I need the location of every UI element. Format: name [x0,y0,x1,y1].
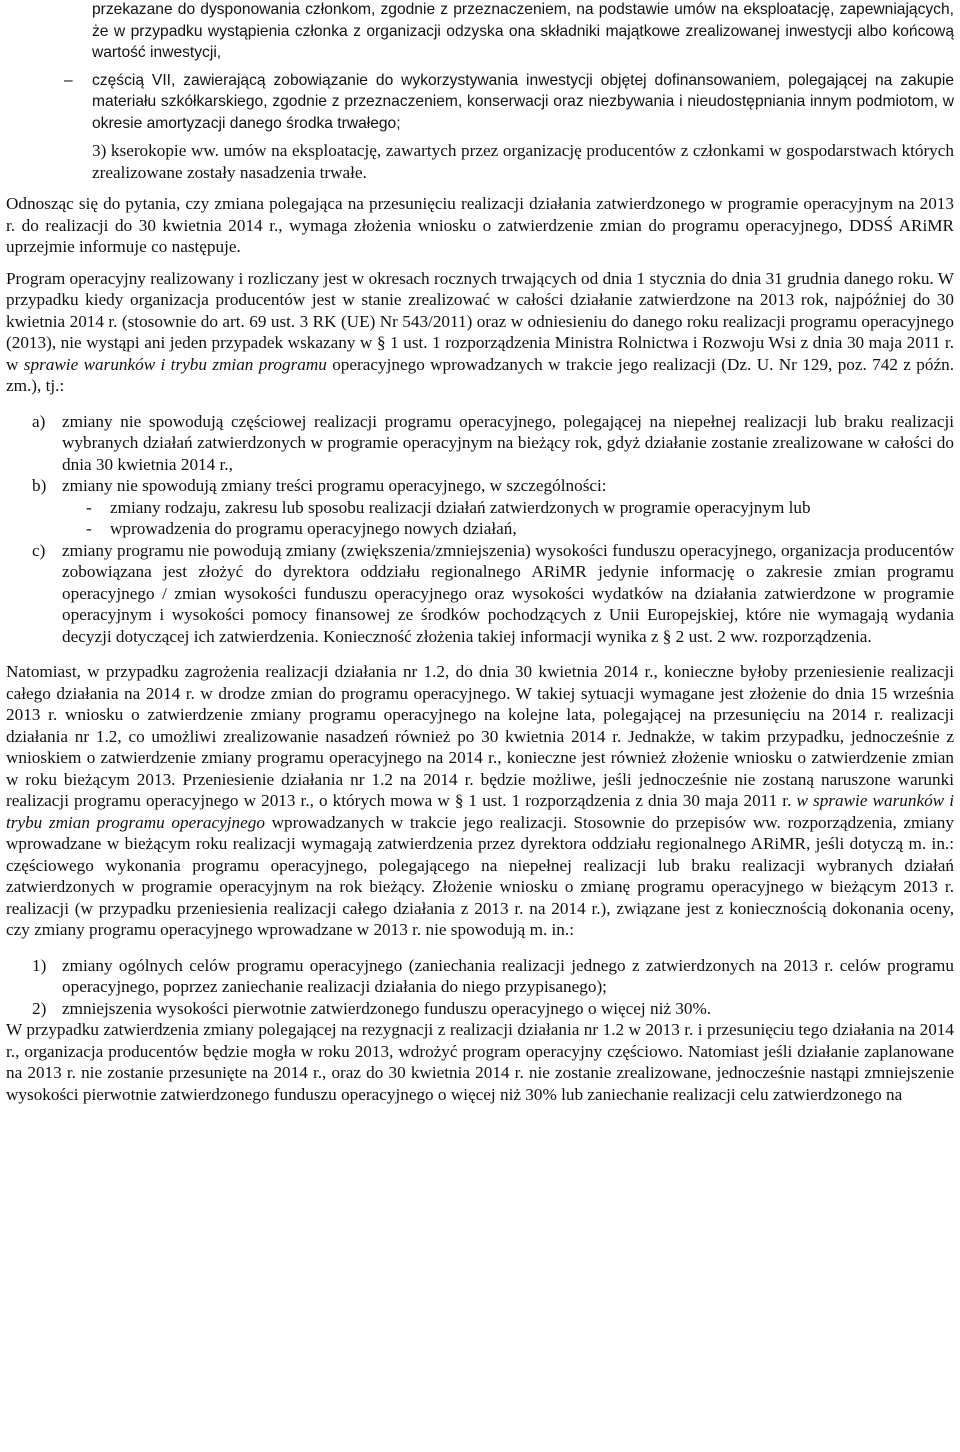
numbered-item-1 [6,955,954,998]
paragraph-program-text: Program operacyjny realizowany i rozliczany jest w okresach rocznych trwających od dnia 1 stycznia do dnia 31 grudnia danego roku. W przypadku kiedy organizacja producentów jest w stanie zrealizować w całości działanie zatwierdzone na 2013 rok, najpóźniej do 30 kwietnia 2014 r. (stosownie do art. 69 ust. 3 RK (UE) Nr 543/2011) oraz w odniesieniu do danego roku realizacji programu operacyjnego (2013), nie wystąpi ani jeden przypadek wskazany w § 1 ust. 1 rozporządzenia Ministra Rolnictwa i Rozwoju Wsi z dnia 30 maja 2011 r. w [6,268,954,374]
list-item-b [6,475,954,497]
numbered-marker: 2) [32,998,47,1018]
list-item-c [6,540,954,648]
paragraph-program-text-end: operacyjnego wprowadzanych w trakcie jego realizacji (Dz. U. Nr 129, poz. 742 z późn. zm.), tj.: [6,354,954,395]
paragraph-transfer [6,661,954,941]
numbered-item-text: zmniejszenia wysokości pierwotnie zatwierdzonego funduszu operacyjnego o więcej niż 30%. [62,998,712,1018]
paragraph-program-emphasis: sprawie warunków i trybu zmian programu [23,354,327,374]
document-page [6,0,954,1105]
list-item-text: zmiany nie spowodują częściowej realizacji programu operacyjnego, polegającej na niepełnej realizacji lub braku realizacji wybranych działań zatwierdzonych w programie operacyjnym na bieżący rok, gdyż działanie zostanie zrealizowane w całości do dnia 30 kwietnia 2014 r., [62,411,954,474]
numbered-item-2 [6,998,954,1020]
numbered-list [6,955,954,1020]
list-item-text: zmiany nie spowodują zmiany treści programu operacyjnego, w szczególności: [62,476,607,495]
paragraph-approval: W przypadku zatwierdzenia zmiany polegającej na rezygnacji z realizacji działania nr 1.2 w 2013 r. i przesunięciu tego działania na 2014 r., organizacja producentów będzie mogła w roku 2013, wdrożyć program operacyjny częściowo. Natomiast jeśli działanie zaplanowane na 2013 r. nie zostanie przesunięte na 2014 r., oraz do 30 kwietnia 2014 r. nie zostanie zrealizowane, jednocześnie nastąpi zmniejszenie wysokości pierwotnie zatwierdzonego funduszu operacyjnego o więcej niż 30% lub zaniechanie realizacji celu zatwierdzonego na [6,1020,954,1104]
numbered-marker: 1) [32,955,47,975]
list-item-3 [6,140,954,183]
dash-item-text: częścią VII, zawierającą zobowiązanie do wykorzystywania inwestycji objętej dofinansowaniem, polegającej na zakupie materiału szkółkarskiego, zgodnie z przeznaczeniem, konserwacji oraz niezbywania i nieudostępniania innym podmiotom, w okresie amortyzacji danego środka trwałego; [92,71,954,132]
paragraph-transfer-text-end: wprowadzanych w trakcie jego realizacji. Stosownie do przepisów ww. rozporządzenia, zmiany wprowadzane w bieżącym roku realizacji wymagają zatwierdzenia przez dyrektora oddziału regionalnego ARiMR, jeśli dotyczą m. in.: częściowego wykonania programu operacyjnego, polegającego na niepełnej realizacji lub braku realizacji wybranych działań zatwierdzonych w programie operacyjnym na rok bieżący. Złożenie wniosku o zmianę programu operacyjnego w bieżącym 2013 r. realizacji (w przypadku przeniesienia realizacji całego działania z 2013 r. na 2014 r.), związane jest z koniecznością dokonania oceny, czy zmiany programu operacyjnego wprowadzane w 2013 r. nie spowodują m. in.: [6,812,954,939]
list-item-text: zmiany programu nie powodują zmiany (zwiększenia/zmniejszenia) wysokości funduszu operacyjnego, organizacja producentów zobowiązana jest złożyć do dyrektora oddziału regionalnego ARiMR jedynie informację o zakresie zmian programu operacyjnego / zmian wysokości funduszu operacyjnego oraz wysokości wydatków na działania zatwierdzone w programie operacyjnym i wysokości pomocy finansowej ze środków pochodzących z Unii Europejskiej, które nie wymagają wydania decyzji dotyczącej ich zatwierdzenia. Konieczność złożenia takiej informacji wynika z § 2 ust. 2 ww. rozporządzenia. [62,540,954,646]
sub-item-1 [6,497,954,519]
sub-marker: - [86,497,92,517]
sub-marker: - [86,519,92,538]
sub-item-text: wprowadzenia do programu operacyjnego nowych działań, [110,519,517,538]
conditions-list [6,411,954,648]
dash-marker: – [64,71,73,89]
paragraph-program [6,268,954,397]
list-marker: c) [32,540,46,560]
list-item-a [6,411,954,476]
sub-item-2 [6,518,954,540]
list-item-3-text: 3) kserokopie ww. umów na eksploatację, zawartych przez organizację producentów z członkami w gospodarstwach których zrealizowane zostały nasadzenia trwałe. [92,141,954,182]
list-marker: b) [32,476,47,495]
list-marker: a) [32,411,46,431]
paragraph-transfer-text: Natomiast, w przypadku zagrożenia realizacji działania nr 1.2, do dnia 30 kwietnia 2014 r., konieczne byłoby przeniesienie realizacji całego działania na 2014 r. w drodze zmian do programu operacyjnego. W takiej sytuacji wymagane jest złożenie do dnia 15 września 2013 r. wniosku o zatwierdzenie zmiany programu operacyjnego na kolejne lata, polegającej na przesunięciu na 2014 r. realizacji działania nr 1.2, co umożliwi zrealizowanie nasadzeń również po 30 kwietnia 2014 r. Jednakże, w takim przypadku, jednocześnie z wnioskiem o zatwierdzenie zmiany programu operacyjnego na 2014 r., konieczne jest również złożenie wniosku o zatwierdzenie zmian w roku bieżącym 2013. Przeniesienie działania nr 1.2 na 2014 r. będzie możliwe, jeśli jednocześnie nie zostaną naruszone warunki realizacji programu operacyjnego w 2013 r., o których mowa w § 1 ust. 1 rozporządzenia z dnia 30 maja 2011 r. [6,662,954,810]
dash-item-part-vii [6,70,954,135]
paragraph-continuation: przekazane do dysponowania członkom, zgodnie z przeznaczeniem, na podstawie umów na eksploatację, zapewniających, że w przypadku wystąpienia członka z organizacji odzyska ona składniki majątkowe zrealizowanej inwestycji albo końcową wartość inwestycji, [92,1,954,61]
sub-item-text: zmiany rodzaju, zakresu lub sposobu realizacji działań zatwierdzonych w programie operacyjnym lub [110,497,811,517]
paragraph-question: Odnosząc się do pytania, czy zmiana polegająca na przesunięciu realizacji działania zatwierdzonego w programie operacyjnym na 2013 r. do realizacji do 30 kwietnia 2014 r., wymaga złożenia wniosku o zatwierdzenie zmian do programu operacyjnego, DDSŚ ARiMR uprzejmie informuje co następuje. [6,194,954,256]
numbered-item-text: zmiany ogólnych celów programu operacyjnego (zaniechania realizacji jednego z zatwierdzonych na 2013 r. celów programu operacyjnego, poprzez zaniechanie realizacji działania do niego przypisanego); [62,955,954,996]
paragraph-transfer-emphasis: w sprawie warunków i trybu zmian programu operacyjnego [6,791,955,832]
